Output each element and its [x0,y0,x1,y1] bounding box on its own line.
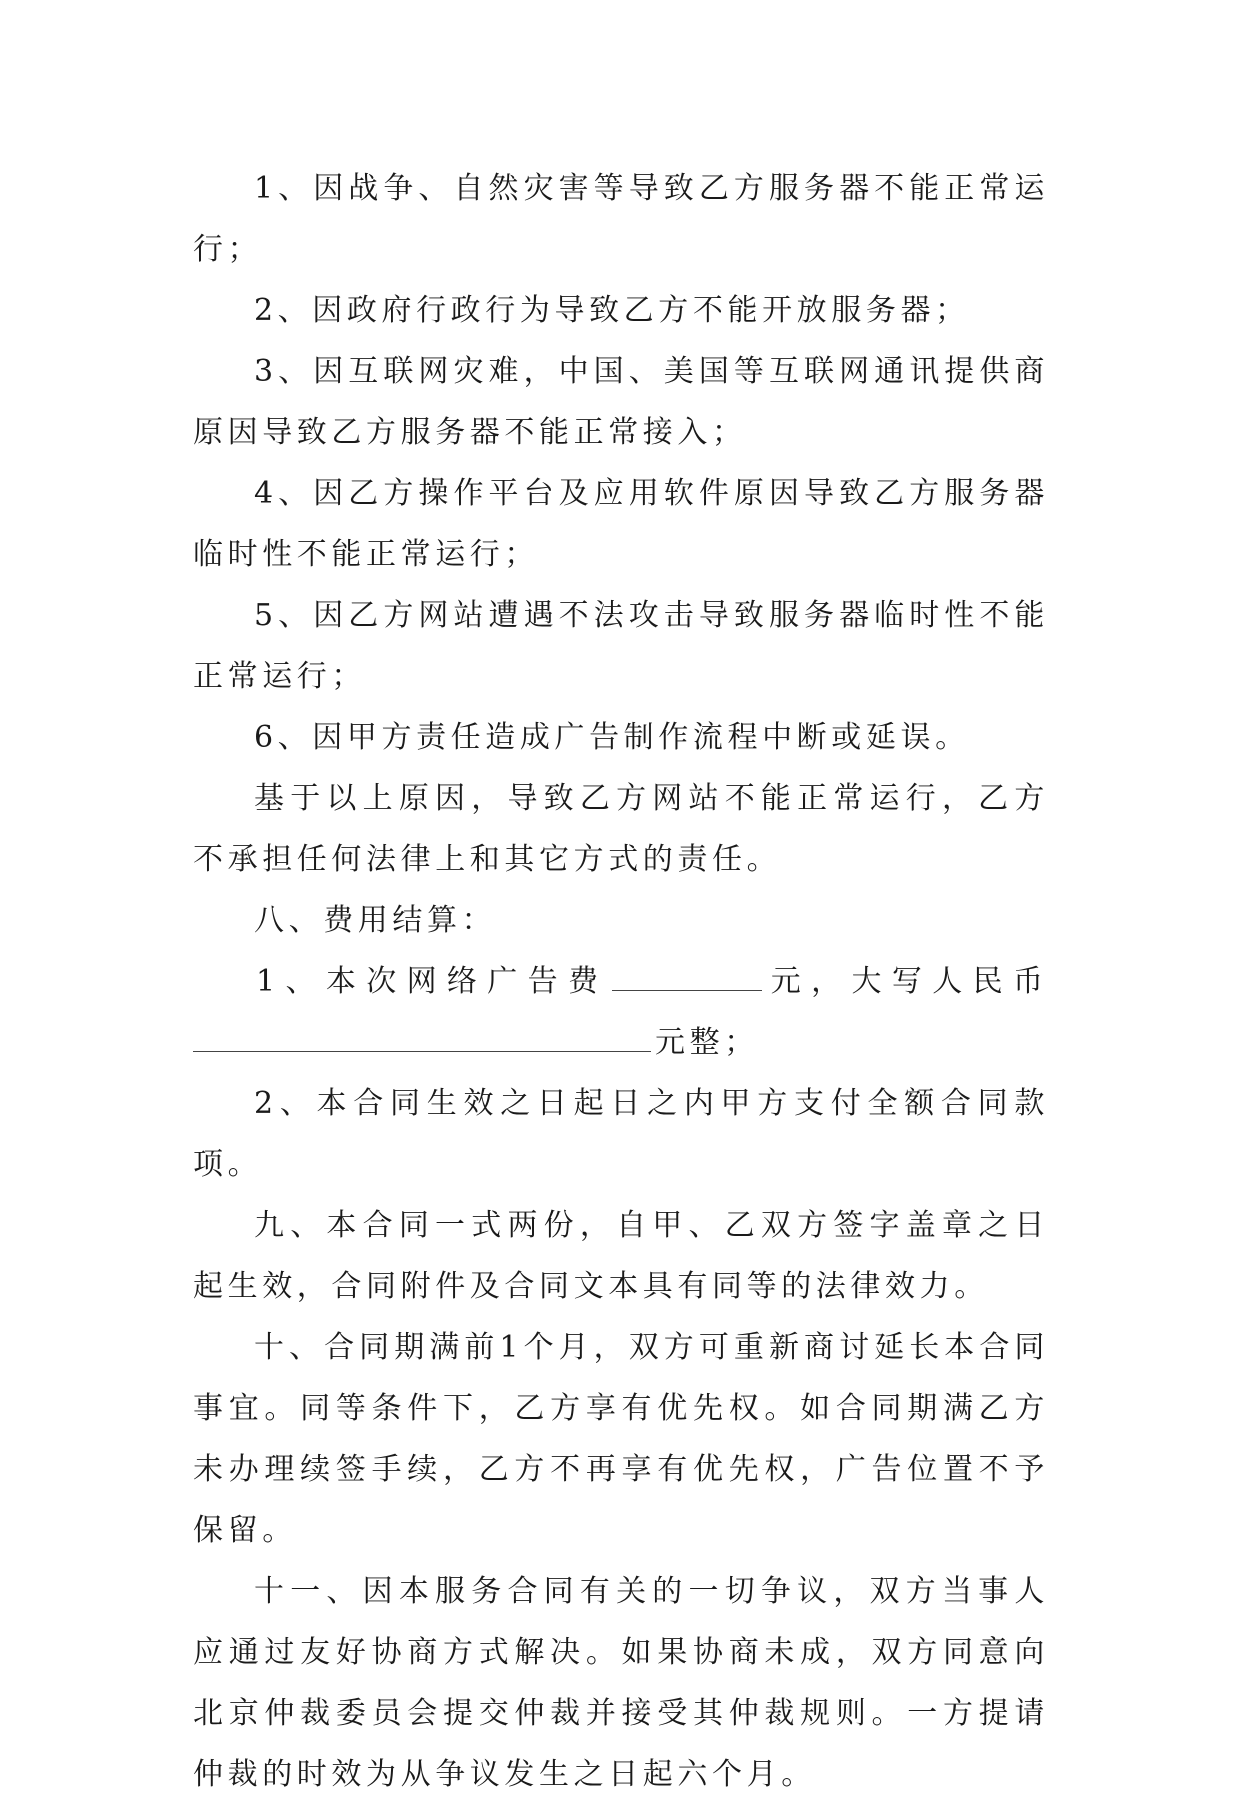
fee-amount-prefix: 1、本次网络广告费 [256,964,609,999]
section-nine-copies: 九、本合同一式两份，自甲、乙双方签字盖章之日起生效，合同附件及合同文本具有同等的法律效力。 [193,1208,1049,1304]
fee-amount-blank [612,964,762,991]
clause-government-action: 2、因政府行政行为导致乙方不能开放服务器； [254,293,970,328]
clause-party-a-responsibility: 6、因甲方责任造成广告制作流程中断或延误。 [254,720,970,755]
clause-illegal-attack: 5、因乙方网站遭遇不法攻击导致服务器临时性不能正常运行； [193,598,1049,694]
fee-uppercase-blank [193,1025,651,1052]
section-ten-renewal: 十、合同期满前1个月，双方可重新商讨延长本合同事宜。同等条件下，乙方享有优先权。如合同期满乙方未办理续签手续，乙方不再享有优先权，广告位置不予保留。 [193,1330,1049,1548]
clause-internet-disaster: 3、因互联网灾难，中国、美国等互联网通讯提供商原因导致乙方服务器不能正常接入； [193,354,1049,450]
section-heading-fee-settlement: 八、费用结算： [254,903,497,938]
fee-uppercase-suffix: 元整； [655,1025,759,1060]
fee-amount-suffix: 元，大写人民币 [766,964,1050,999]
clause-platform-software: 4、因乙方操作平台及应用软件原因导致乙方服务器临时性不能正常运行； [193,476,1049,572]
clause-war-disaster: 1、因战争、自然灾害等导致乙方服务器不能正常运行； [193,171,1049,267]
clause-payment-term: 2、本合同生效之日起日之内甲方支付全额合同款项。 [193,1086,1049,1182]
section-eleven-dispute: 十一、因本服务合同有关的一切争议，双方当事人应通过友好协商方式解决。如果协商未成，双方同意向北京仲裁委员会提交仲裁并接受其仲裁规则。一方提请仲裁的时效为从争议发生之日起六个月。 [193,1574,1049,1792]
fee-uppercase-line [193,1012,1049,1073]
fee-amount-line [193,951,1049,1012]
liability-exemption-paragraph: 基于以上原因，导致乙方网站不能正常运行，乙方不承担任何法律上和其它方式的责任。 [193,781,1049,877]
contract-body [193,158,1049,1805]
